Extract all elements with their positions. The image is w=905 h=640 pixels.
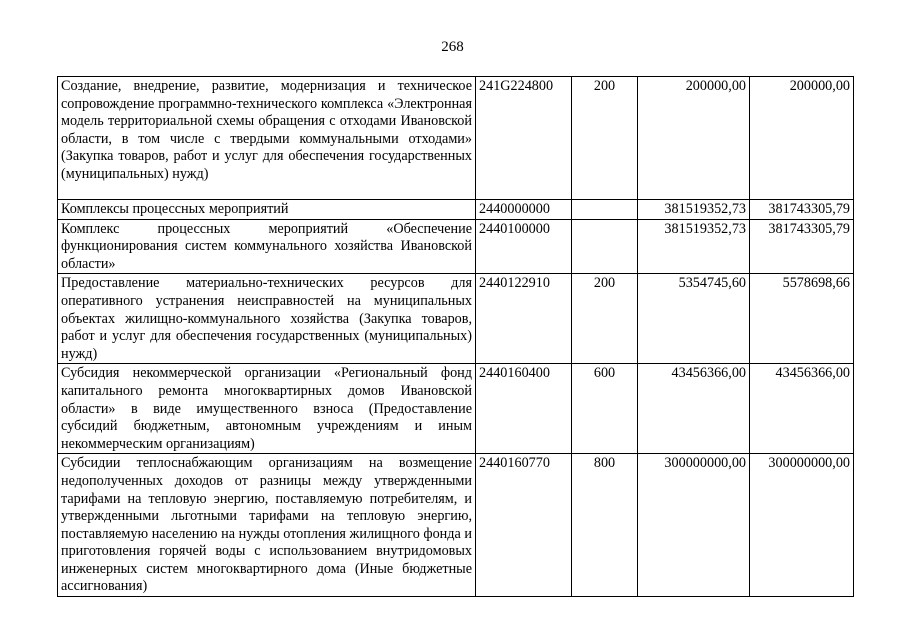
table-row (58, 219, 854, 274)
amount-year1-cell: 381519352,73 (638, 200, 750, 220)
amount-year1-cell: 43456366,00 (638, 364, 750, 454)
target-code-cell: 2440160400 (476, 364, 572, 454)
expense-name-cell: Создание, внедрение, развитие, модернизация и техническое сопровождение программно-технического комплекса «Электронная модель территориальной схемы обращения с отходами Ивановской области, в том числе с твердыми коммунальными отходами» (Закупка товаров, работ и услуг для обеспечения государственных (муниципальных) нужд) (58, 77, 476, 200)
table-row (58, 77, 854, 200)
table-row (58, 200, 854, 220)
target-code-cell: 241G224800 (476, 77, 572, 200)
expense-type-cell: 600 (572, 364, 638, 454)
expense-name-cell: Комплексы процессных мероприятий (58, 200, 476, 220)
expense-type-cell (572, 219, 638, 274)
amount-year2-cell: 300000000,00 (750, 454, 854, 597)
expense-type-cell: 800 (572, 454, 638, 597)
amount-year2-cell: 381743305,79 (750, 200, 854, 220)
expense-type-cell: 200 (572, 77, 638, 200)
table-row (58, 274, 854, 364)
budget-table (57, 76, 854, 597)
amount-year1-cell: 300000000,00 (638, 454, 750, 597)
target-code-cell: 2440122910 (476, 274, 572, 364)
expense-name-cell: Субсидия некоммерческой организации «Региональный фонд капитального ремонта многоквартирных домов Ивановской области» в виде имущественного взноса (Предоставление субсидий бюджетным, автономным учреждениям и иным некоммерческим организациям) (58, 364, 476, 454)
expense-type-cell: 200 (572, 274, 638, 364)
table-row (58, 364, 854, 454)
amount-year2-cell: 200000,00 (750, 77, 854, 200)
target-code-cell: 2440000000 (476, 200, 572, 220)
amount-year2-cell: 43456366,00 (750, 364, 854, 454)
target-code-cell: 2440100000 (476, 219, 572, 274)
page-number: 268 (441, 39, 464, 55)
expense-type-cell (572, 200, 638, 220)
expense-name-cell: Комплекс процессных мероприятий «Обеспечение функционирования систем коммунального хозяйства Ивановской области» (58, 219, 476, 274)
amount-year1-cell: 381519352,73 (638, 219, 750, 274)
target-code-cell: 2440160770 (476, 454, 572, 597)
amount-year1-cell: 5354745,60 (638, 274, 750, 364)
amount-year1-cell: 200000,00 (638, 77, 750, 200)
amount-year2-cell: 381743305,79 (750, 219, 854, 274)
expense-name-cell: Субсидии теплоснабжающим организациям на возмещение недополученных доходов от разницы между утвержденными тарифами на тепловую энергию, поставляемую потребителям, и утвержденными льготными тарифами на тепловую энергию, поставляемую населению на нужды отопления жилищного фонда и приготовления горячей воды с использованием внутридомовых инженерных систем многоквартирного дома (Иные бюджетные ассигнования) (58, 454, 476, 597)
table-row (58, 454, 854, 597)
expense-name-cell: Предоставление материально-технических ресурсов для оперативного устранения неисправностей на муниципальных объектах жилищно-коммунального хозяйства (Закупка товаров, работ и услуг для обеспечения государственных (муниципальных) нужд) (58, 274, 476, 364)
amount-year2-cell: 5578698,66 (750, 274, 854, 364)
